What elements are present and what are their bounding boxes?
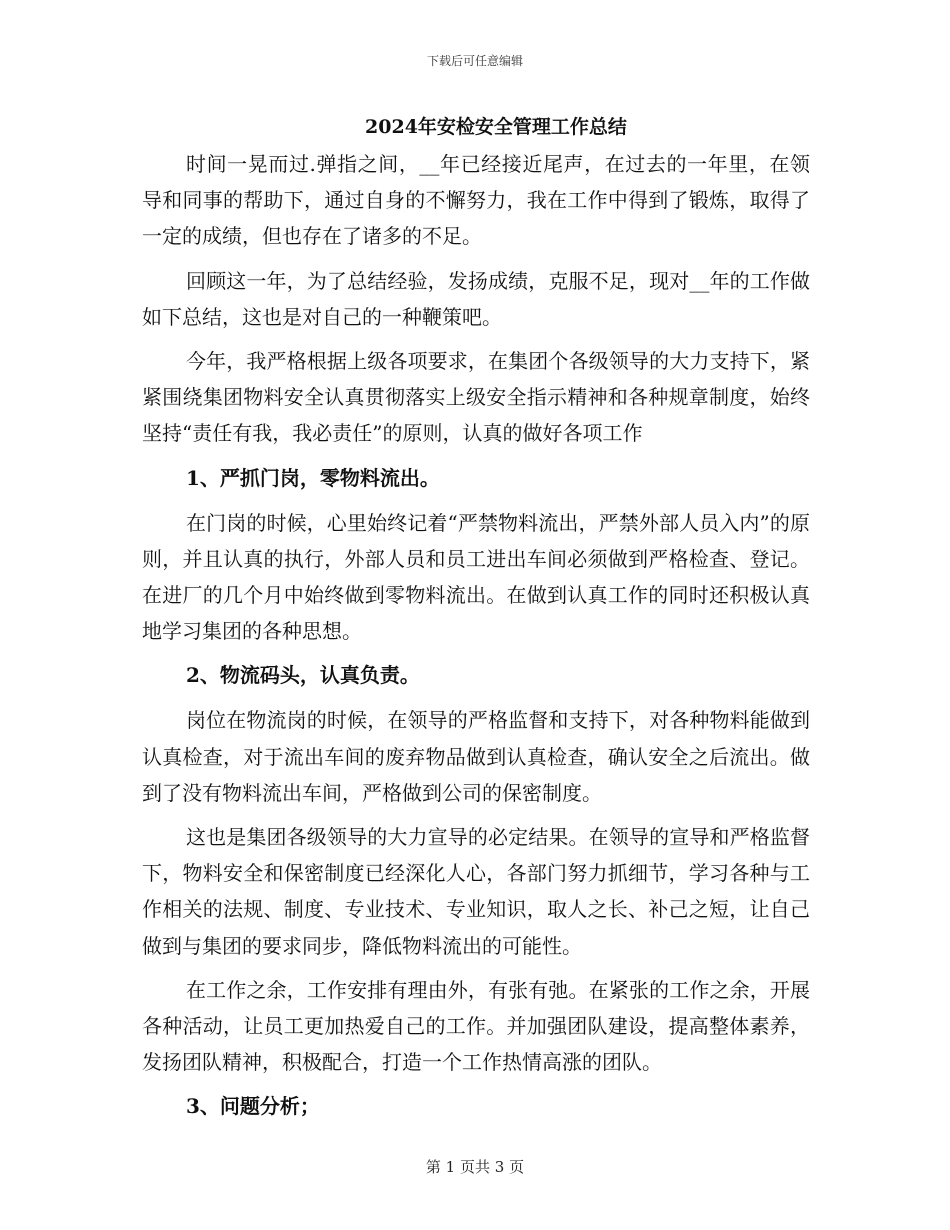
- document-title: 2024年安检安全管理工作总结: [365, 116, 627, 138]
- paragraph-logistics: 岗位在物流岗的时候，在领导的严格监督和支持下，对各种物料能做到认真检查，对于流出车间的废弃物品做到认真检查，确认安全之后流出。做到了没有物料流出车间，严格做到公司的保密制度。: [142, 708, 810, 805]
- paragraph-intro: 时间一晃而过.弹指之间，__年已经接近尾声，在过去的一年里，在领导和同事的帮助下，通过自身的不懈努力，我在工作中得到了锻炼，取得了一定的成绩，但也存在了诸多的不足。: [142, 152, 810, 249]
- paragraph-activities: 在工作之余，工作安排有理由外，有张有弛。在紧张的工作之余，开展各种活动，让员工更加热爱自己的工作。并加强团队建设，提高整体素养，发扬团队精神，积极配合，打造一个工作热情高涨的团队。: [142, 977, 810, 1075]
- paragraph-gate-post: 在门岗的时候，心里始终记着“严禁物料流出，严禁外部人员入内”的原则，并且认真的执行，外部人员和员工进出车间必须做到严格检查、登记。在进厂的几个月中始终做到零物料流出。在做到认真工作的同时还积极认真地学习集团的各种思想。: [142, 510, 810, 644]
- section-heading-3: 3、问题分析；: [186, 1094, 320, 1119]
- page-number: 第 1 页共 3 页: [425, 1158, 525, 1176]
- paragraph-principle: 今年，我严格根据上级各项要求，在集团个各级领导的大力支持下，紧紧围绕集团物料安全认真贯彻落实上级安全指示精神和各种规章制度，始终坚持“责任有我，我必责任”的原则，认真的做好各项工作: [142, 349, 810, 446]
- paragraph-review: 回顾这一年，为了总结经验，发扬成绩，克服不足，现对__年的工作做如下总结，这也是对自己的一种鞭策吧。: [142, 268, 810, 329]
- section-heading-1: 1、严抓门岗，零物料流出。: [186, 465, 440, 490]
- paragraph-guidance: 这也是集团各级领导的大力宣导的必定结果。在领导的宣导和严格监督下，物料安全和保密制度已经深化人心，各部门努力抓细节，学习各种与工作相关的法规、制度、专业技术、专业知识，取人之长、补己之短，让自己做到与集团的要求同步，降低物料流出的可能性。: [142, 825, 810, 958]
- section-heading-2: 2、物流码头，认真负责。: [186, 663, 420, 688]
- page-header-note: 下载后可任意编辑: [426, 54, 523, 68]
- document-body: [142, 108, 810, 1125]
